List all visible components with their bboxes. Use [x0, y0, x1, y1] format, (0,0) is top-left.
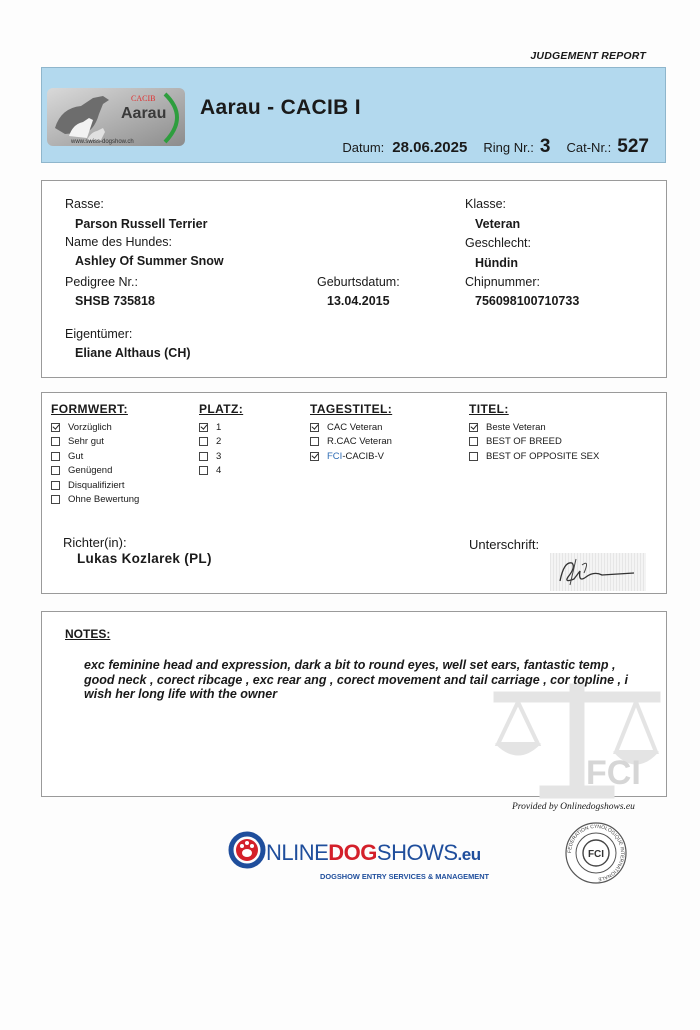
judge-label: Richter(in): [63, 535, 127, 550]
dog-info-panel [41, 180, 667, 378]
checkbox[interactable] [469, 437, 478, 446]
show-title: Aarau - CACIB I [200, 96, 361, 119]
signature-image [550, 553, 646, 591]
tagestitel-option[interactable]: CAC Veteran [310, 420, 392, 435]
cat-value: 527 [617, 136, 649, 157]
formwert-heading: FORMWERT: [51, 402, 128, 416]
judge-name: Lukas Kozlarek (PL) [77, 551, 212, 566]
show-meta [342, 136, 649, 158]
checkbox[interactable] [199, 452, 208, 461]
checkbox-checked[interactable] [199, 423, 208, 432]
tagestitel-column [310, 402, 392, 464]
breed-label: Rasse: [65, 197, 104, 211]
checkbox[interactable] [199, 466, 208, 475]
chip-label: Chipnummer: [465, 275, 541, 289]
svg-text:Aarau: Aarau [121, 105, 167, 122]
checkbox-checked[interactable] [51, 423, 60, 432]
svg-text:FEDERATION CYNOLOGIQUE INTERNA: FEDERATION CYNOLOGIQUE INTERNATIONALE [566, 823, 626, 882]
formwert-option[interactable]: Genügend [51, 464, 139, 479]
platz-option[interactable]: 4 [199, 464, 243, 479]
formwert-column [51, 402, 139, 507]
report-type-label: JUDGEMENT REPORT [530, 50, 646, 62]
pedigree-label: Pedigree Nr.: [65, 275, 138, 289]
svg-text:CACIB: CACIB [131, 94, 156, 103]
ring-label: Ring Nr.: [483, 140, 534, 155]
date-value: 28.06.2025 [392, 139, 468, 156]
onlinedogshows-logo [228, 828, 490, 884]
provided-by: Provided by Onlinedogshows.eu [512, 802, 635, 812]
date-label: Datum: [342, 140, 385, 155]
formwert-option[interactable]: Ohne Bewertung [51, 493, 139, 508]
tagestitel-option[interactable]: R.CAC Veteran [310, 435, 392, 450]
breed-value: Parson Russell Terrier [75, 217, 208, 231]
titel-option[interactable]: Beste Veteran [469, 420, 599, 435]
platz-column [199, 402, 243, 478]
svg-text:www.swiss-dogshow.ch: www.swiss-dogshow.ch [71, 139, 134, 145]
evaluation-panel [41, 392, 667, 594]
dog-name-value: Ashley Of Summer Snow [75, 254, 224, 268]
checkbox[interactable] [310, 437, 319, 446]
owner-label: Eigentümer: [65, 327, 133, 341]
notes-heading: NOTES: [65, 627, 111, 641]
tagestitel-option[interactable]: FCI -CACIB-V [310, 449, 392, 464]
chip-value: 756098100710733 [475, 294, 580, 308]
show-logo [47, 88, 185, 146]
notes-text: exc feminine head and expression, dark a bit to round eyes, well set ears, fantastic temp , good neck , corect ribcage , exc rear ang , corect movement and tail carriage , cor topline , i wish her long life with the owner [84, 658, 628, 701]
formwert-option[interactable]: Disqualifiziert [51, 478, 139, 493]
formwert-option[interactable]: Vorzüglich [51, 420, 139, 435]
checkbox[interactable] [51, 481, 60, 490]
checkbox[interactable] [51, 495, 60, 504]
titel-option[interactable]: BEST OF OPPOSITE SEX [469, 449, 599, 464]
signature-label: Unterschrift: [469, 537, 540, 552]
formwert-option[interactable]: Gut [51, 449, 139, 464]
formwert-option[interactable]: Sehr gut [51, 435, 139, 450]
svg-text:FCI: FCI [587, 849, 605, 860]
platz-heading: PLATZ: [199, 402, 244, 416]
ring-value: 3 [539, 136, 551, 157]
titel-heading: TITEL: [469, 402, 509, 416]
notes-panel [41, 611, 667, 797]
titel-column [469, 402, 599, 464]
tagestitel-heading: TAGESTITEL: [310, 402, 393, 416]
sex-value: Hündin [475, 256, 519, 270]
checkbox-checked[interactable] [310, 423, 319, 432]
svg-text:NLINEDOGSHOWS.eu: NLINEDOGSHOWS.eu [266, 840, 481, 865]
platz-option[interactable]: 1 [199, 420, 243, 435]
checkbox[interactable] [199, 437, 208, 446]
platz-option[interactable]: 3 [199, 449, 243, 464]
cat-label: Cat-Nr.: [566, 140, 612, 155]
birthdate-label: Geburtsdatum: [317, 275, 400, 289]
pedigree-value: SHSB 735818 [75, 294, 155, 308]
checkbox-checked[interactable] [469, 423, 478, 432]
checkbox[interactable] [51, 437, 60, 446]
dog-name-label: Name des Hundes: [65, 235, 173, 249]
checkbox[interactable] [469, 452, 478, 461]
class-value: Veteran [475, 217, 521, 231]
class-label: Klasse: [465, 197, 506, 211]
checkbox[interactable] [51, 466, 60, 475]
platz-option[interactable]: 2 [199, 435, 243, 450]
show-header [41, 67, 666, 163]
birthdate-value: 13.04.2015 [327, 294, 390, 308]
sex-label: Geschlecht: [465, 236, 532, 250]
titel-option[interactable]: BEST OF BREED [469, 435, 599, 450]
owner-value: Eliane Althaus (CH) [75, 346, 191, 360]
svg-text:DOGSHOW ENTRY SERVICES & MANAG: DOGSHOW ENTRY SERVICES & MANAGEMENT [320, 872, 490, 881]
svg-text:FCI: FCI [586, 754, 641, 792]
fci-seal [562, 821, 630, 885]
checkbox-checked[interactable] [310, 452, 319, 461]
checkbox[interactable] [51, 452, 60, 461]
